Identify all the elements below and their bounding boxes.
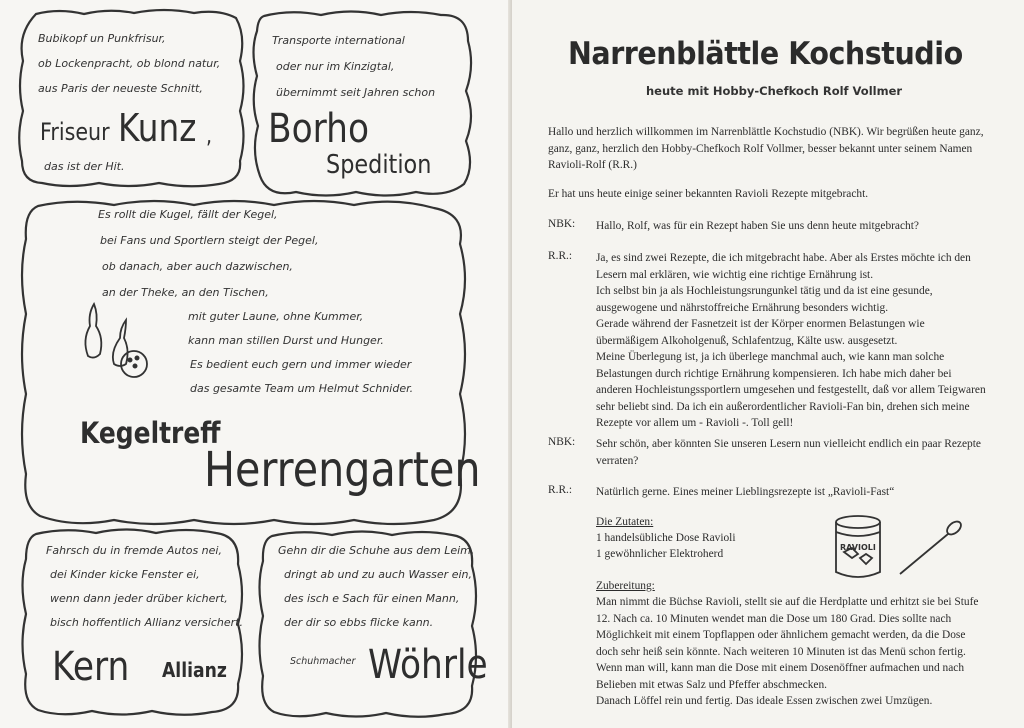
article-intro: Hallo und herzlich willkommen im Narrenblättle Kochstudio (NBK). Wir begrüßen heute ganz, ganz, ganz, herzlich den Hobby-Chefkoch Rolf Vollmer, besser bekannt unter seinem Namen Ravioli-Rolf (R.R.) <box>548 126 984 171</box>
ad-text-line: wenn dann jeder drüber kichert, <box>50 592 228 605</box>
ad-text-line: Bubikopf un Punkfrisur, <box>38 32 166 45</box>
article-title: Narrenblättle Kochstudio <box>568 36 963 72</box>
zutaten-item: 1 gewöhnlicher Elektroherd <box>596 548 724 560</box>
ad-text-line: das gesamte Team um Helmut Schnider. <box>190 382 414 395</box>
ad-text-line: dei Kinder kicke Fenster ei, <box>50 568 200 581</box>
ad-borho-spedition <box>246 6 476 202</box>
dialog-speaker: NBK: <box>548 436 576 448</box>
ad-text-line: an der Theke, an den Tischen, <box>102 286 269 299</box>
ravioli-can-icon <box>830 512 970 584</box>
ad-brand-big: Kunz <box>118 106 197 150</box>
dialog-text: Sehr schön, aber könnten Sie unseren Lesern nun vielleicht endlich ein paar Rezepte verraten? <box>596 438 981 467</box>
ad-text-line: der dir so ebbs flicke kann. <box>284 616 434 629</box>
ad-text-line: ob Lockenpracht, ob blond natur, <box>38 57 221 70</box>
ad-text-line: Gehn dir die Schuhe aus dem Leim, <box>278 544 475 557</box>
ad-kegeltreff-herrengarten <box>14 194 480 534</box>
ad-text-line: des isch e Sach für einen Mann, <box>284 592 460 605</box>
ad-text-line: bei Fans und Sportlern steigt der Pegel, <box>100 234 319 247</box>
ad-friseur-kunz <box>14 6 248 190</box>
can-label: RAVIOLI <box>840 543 876 552</box>
zutaten-heading: Die Zutaten: <box>596 516 654 528</box>
ad-brand-comma: , <box>206 124 213 149</box>
ad-kern-allianz <box>16 524 248 722</box>
zubereitung-text: Man nimmt die Büchse Ravioli, stellt sie auf die Herdplatte und erhitzt sie bei Stufe 12. Nach ca. 10 Minuten wendet man die Dose um 180 Grad. Dies sollte nach Möglichkeit mit einem Topflappen oder ähnlichem gemacht werden, da die Dose doch sehr heiß sein könnte. Nach weiteren 10 Minuten ist das Menü schon fertig. Wenn man will, kann man die Dose mit einem Dosenöffner aufmachen und nach Belieben mit etwas Salz und Pfeffer abschmecken. Danach Löffel rein und fertig. Das ideale Essen zwischen zwei Umzügen. <box>596 596 979 707</box>
ad-brand-big: Borho <box>268 106 370 152</box>
ad-text-line: Transporte international <box>272 34 405 47</box>
zutaten-item: 1 handelsübliche Dose Ravioli <box>596 532 736 544</box>
dialog-text: Natürlich gerne. Eines meiner Lieblingsrezepte ist „Ravioli-Fast“ <box>596 486 895 498</box>
dialog-text: Hallo, Rolf, was für ein Rezept haben Sie uns denn heute mitgebracht? <box>596 220 919 232</box>
ad-brand-big: Herrengarten <box>204 442 481 498</box>
ad-brand-big: Wöhrle <box>368 642 488 688</box>
dialog-speaker: NBK: <box>548 218 576 230</box>
ad-text-line: bisch hoffentlich Allianz versichert. <box>50 616 243 629</box>
article-subtitle: heute mit Hobby-Chefkoch Rolf Vollmer <box>646 84 903 98</box>
ad-text-line: kann man stillen Durst und Hunger. <box>188 334 384 347</box>
ad-schuhmacher-woehrle <box>254 526 488 722</box>
zubereitung-heading: Zubereitung: <box>596 580 655 592</box>
bowling-pins-icon <box>85 304 147 377</box>
ad-brand-big: Kern <box>52 644 130 690</box>
ad-text-line: aus Paris der neueste Schnitt, <box>38 82 203 95</box>
ad-brand-small: Friseur <box>40 118 110 146</box>
ad-text-line: oder nur im Kinzigtal, <box>276 60 395 73</box>
ad-brand-sub: Allianz <box>162 658 227 682</box>
ad-brand-small: Schuhmacher <box>290 656 356 667</box>
dialog-speaker: R.R.: <box>548 250 573 262</box>
ad-text-line: übernimmt seit Jahren schon <box>276 86 436 99</box>
ad-text-line: Es bedient euch gern und immer wieder <box>190 358 412 371</box>
article-intro-2: Er hat uns heute einige seiner bekannten Ravioli Rezepte mitgebracht. <box>548 188 869 200</box>
dialog-text: Ja, es sind zwei Rezepte, die ich mitgebracht habe. Aber als Erstes möchte ich den Lesern mal erklären, wie wichtig eine richtige Ernährung ist. Ich selbst bin ja als Hochleistungsrungunkel tätig und da ist eine gesunde, ausgewogene und nährstoffreiche Ernährung besonders wichtig. Gerade während der Fasnetzeit ist der Körper enormen Belastungen wie übermäßigem Alkoholgenuß, Schlafentzug, Kälte usw. ausgesetzt. Meine Überlegung ist, ja ich überlege manchmal auch, wie kann man solche Belastungen durch richtige Ernährung kompensieren. Ich habe mich daher bei anderen Hochleistungssportlern umgesehen und festgestellt, daß vor allem Teigwaren sehr beliebt sind. Da ich ein außerordentlicher Ravioli-Fan bin, drehen sich meine Rezepte vor allem um - Ravioli -. Toll gell! <box>596 252 986 429</box>
ad-text-line: Fahrsch du in fremde Autos nei, <box>46 544 222 557</box>
ad-brand-top: Kegeltreff <box>80 416 221 450</box>
ad-text-line: mit guter Laune, ohne Kummer, <box>188 310 364 323</box>
ad-brand-sub: Spedition <box>326 150 432 180</box>
ad-text-line: dringt ab und zu auch Wasser ein, <box>284 568 472 581</box>
ad-text-line: ob danach, aber auch dazwischen, <box>102 260 293 273</box>
dialog-speaker: R.R.: <box>548 484 573 496</box>
ad-text-line: Es rollt die Kugel, fällt der Kegel, <box>98 208 278 221</box>
ad-tagline: das ist der Hit. <box>44 160 125 173</box>
